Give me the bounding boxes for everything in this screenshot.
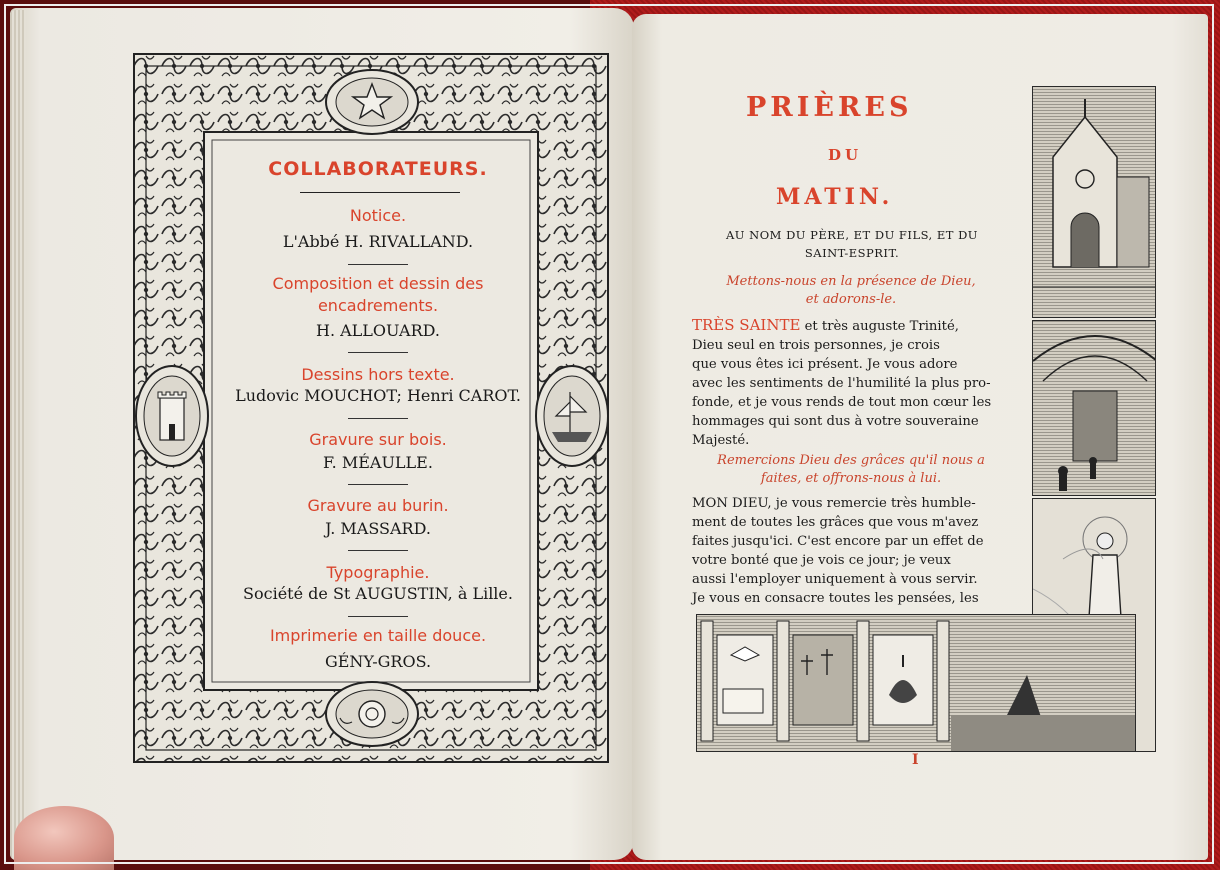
church-icon xyxy=(1033,87,1156,318)
role-typographie: Typographie. xyxy=(326,563,430,582)
prayer-title-3: MATIN. xyxy=(776,184,894,210)
role-dessins: Dessins hors texte. xyxy=(301,365,455,384)
rubric-1a: Mettons-nous en la présence de Dieu, xyxy=(726,274,976,289)
paragraph-2 xyxy=(692,494,1010,608)
para1-line: avec les sentiments de l'humilité la plus pro- xyxy=(692,376,991,391)
name-gravure-bois: F. MÉAULLE. xyxy=(323,453,433,472)
role-gravure-bois: Gravure sur bois. xyxy=(309,430,447,449)
drop-cap-lead: TRÈS SAINTE xyxy=(692,316,801,334)
para1-line: hommages qui sont dus à votre souveraine xyxy=(692,414,979,429)
role-composition: Composition et dessin des xyxy=(272,274,484,293)
name-typographie: Société de St AUGUSTIN, à Lille. xyxy=(243,584,513,603)
thumb xyxy=(14,806,114,870)
page-number: I xyxy=(912,752,919,768)
para2-line: aussi l'employer uniquement à vous servir. xyxy=(692,572,978,587)
star-medallion xyxy=(326,70,418,134)
para1-line: que vous êtes ici présent. Je vous adore xyxy=(692,357,958,372)
page-title: COLLABORATEURS. xyxy=(268,158,488,180)
paragraph-1 xyxy=(692,316,1010,450)
para1-line: Majesté. xyxy=(692,433,750,448)
role-imprimerie: Imprimerie en taille douce. xyxy=(269,626,487,645)
rubric-1b: et adorons-le. xyxy=(805,292,897,307)
tower-medallion xyxy=(136,366,208,466)
para2-line: ment de toutes les grâces que vous m'avez xyxy=(692,515,979,530)
name-gravure-burin: J. MASSARD. xyxy=(325,519,431,538)
name-composition: H. ALLOUARD. xyxy=(316,321,440,340)
prayer-title-1: PRIÈRES xyxy=(746,92,913,123)
role-composition-2: encadrements. xyxy=(317,296,439,315)
prayer-title-2: DU xyxy=(828,146,863,164)
bottom-engraving-panel xyxy=(696,614,1136,752)
name-notice: L'Abbé H. RIVALLAND. xyxy=(282,232,474,251)
separator xyxy=(348,484,408,485)
para2-line: faites jusqu'ici. C'est encore par un effet de xyxy=(692,534,984,549)
invocation-line-2: SAINT-ESPRIT. xyxy=(804,246,900,260)
para2-line: MON DIEU, je vous remercie très humble- xyxy=(692,496,976,511)
rubric-2a: Remercions Dieu des grâces qu'il nous a xyxy=(717,453,985,468)
title-rule xyxy=(300,192,460,193)
para2-line: votre bonté que je vois ce jour; je veux xyxy=(692,553,951,568)
name-dessins: Ludovic MOUCHOT; Henri CAROT. xyxy=(235,386,521,405)
collaborators-panel xyxy=(210,140,546,690)
separator xyxy=(348,550,408,551)
separator xyxy=(348,616,408,617)
rose-medallion xyxy=(326,682,418,746)
role-gravure-burin: Gravure au burin. xyxy=(307,496,449,515)
separator xyxy=(348,264,408,265)
para1-line: Dieu seul en trois personnes, je crois xyxy=(692,338,940,353)
separator xyxy=(348,352,408,353)
page-edges xyxy=(10,10,26,860)
rubric-2b: faites, et offrons-nous à lui. xyxy=(760,471,942,486)
para1-line: et très auguste Trinité, xyxy=(800,319,959,334)
church-engraving xyxy=(1032,86,1156,318)
role-notice: Notice. xyxy=(349,206,407,225)
separator xyxy=(348,418,408,419)
invocation-line-1: AU NOM DU PÈRE, ET DU FILS, ET DU xyxy=(726,228,978,242)
arches-icon xyxy=(1033,321,1156,496)
para2-line: Je vous en consacre toutes les pensées, les xyxy=(692,591,979,606)
para1-line: fonde, et je vous rends de tout mon cœur les xyxy=(692,395,992,410)
cloister-engraving xyxy=(1032,320,1156,496)
name-imprimerie: GÉNY-GROS. xyxy=(324,652,432,671)
ship-medallion xyxy=(536,366,608,466)
altar-scene-icon xyxy=(697,615,1136,752)
